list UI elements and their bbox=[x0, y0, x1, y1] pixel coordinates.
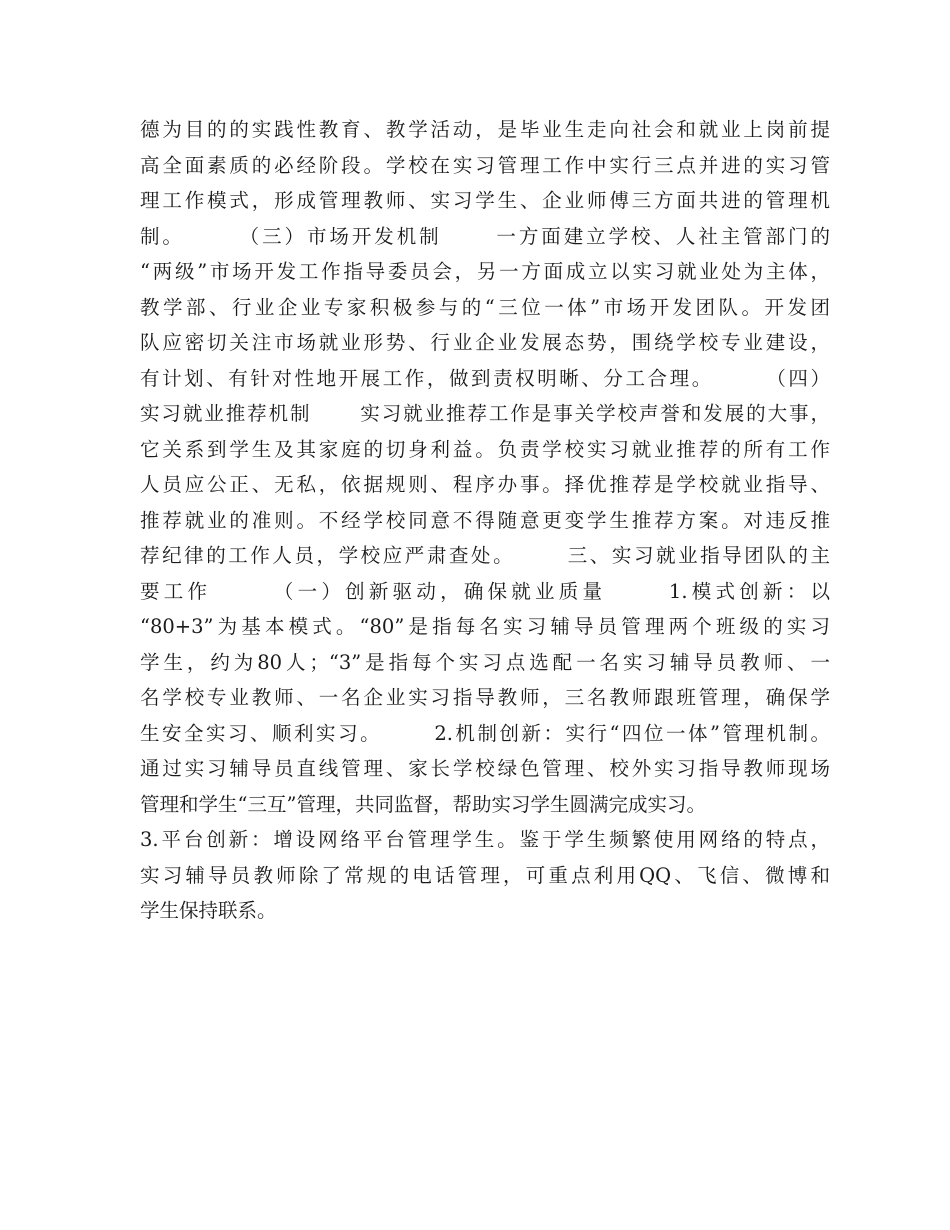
text-line: 学生保持联系。 bbox=[140, 899, 277, 922]
text-line: 教学部、行业企业专家积极参与的“三位一体”市场开发团队。开发团 bbox=[140, 295, 830, 319]
text-line: 学生，约为80人；“3”是指每个实习点选配一名实习辅导员教师、一 bbox=[140, 650, 830, 674]
document-body bbox=[140, 112, 830, 929]
text-line: 理工作模式，形成管理教师、实习学生、企业师傅三方面共进的管理机 bbox=[140, 189, 830, 212]
text-line: 人员应公正、无私，依据规则、程序办事。择优推荐是学校就业指导、 bbox=[140, 473, 830, 496]
text-line: 实习就业推荐机制 实习就业推荐工作是事关学校声誉和发展的大事， bbox=[140, 402, 830, 425]
text-line: “两级”市场开发工作指导委员会，另一方面成立以实习就业处为主体， bbox=[140, 260, 830, 283]
text-line: 要工作 （一）创新驱动，确保就业质量 1.模式创新：以 bbox=[140, 579, 830, 603]
text-line: 德为目的的实践性教育、教学活动，是毕业生走向社会和就业上岗前提 bbox=[140, 118, 830, 141]
text-line: 3.平台创新：增设网络平台管理学生。鉴于学生频繁使用网络的特点， bbox=[140, 828, 830, 851]
text-line: 推荐就业的准则。不经学校同意不得随意更变学生推荐方案。对违反推 bbox=[140, 508, 830, 532]
text-line: “80+3”为基本模式。“80”是指每名实习辅导员管理两个班级的实习 bbox=[140, 615, 830, 638]
text-line: 制。 （三）市场开发机制 一方面建立学校、人社主管部门的 bbox=[140, 224, 830, 248]
text-line: 高全面素质的必经阶段。学校在实习管理工作中实行三点并进的实习管 bbox=[140, 153, 830, 177]
text-line: 生安全实习、顺利实习。 2.机制创新：实行“四位一体”管理机制。 bbox=[140, 721, 830, 745]
text-line: 通过实习辅导员直线管理、家长学校绿色管理、校外实习指导教师现场 bbox=[140, 757, 830, 780]
text-line: 实习辅导员教师除了常规的电话管理，可重点利用QQ、飞信、微博和 bbox=[140, 863, 830, 887]
text-line: 荐纪律的工作人员，学校应严肃查处。 三、实习就业指导团队的主 bbox=[140, 544, 830, 567]
text-line: 有计划、有针对性地开展工作，做到责权明晰、分工合理。 （四） bbox=[140, 366, 830, 390]
text-line: 它关系到学生及其家庭的切身利益。负责学校实习就业推荐的所有工作 bbox=[140, 437, 830, 461]
text-line: 名学校专业教师、一名企业实习指导教师，三名教师跟班管理，确保学 bbox=[140, 686, 830, 709]
text-line: 管理和学生“三互”管理，共同监督，帮助实习学生圆满完成实习。 bbox=[140, 792, 706, 816]
text-line: 队应密切关注市场就业形势、行业企业发展态势，围绕学校专业建设， bbox=[140, 331, 830, 354]
